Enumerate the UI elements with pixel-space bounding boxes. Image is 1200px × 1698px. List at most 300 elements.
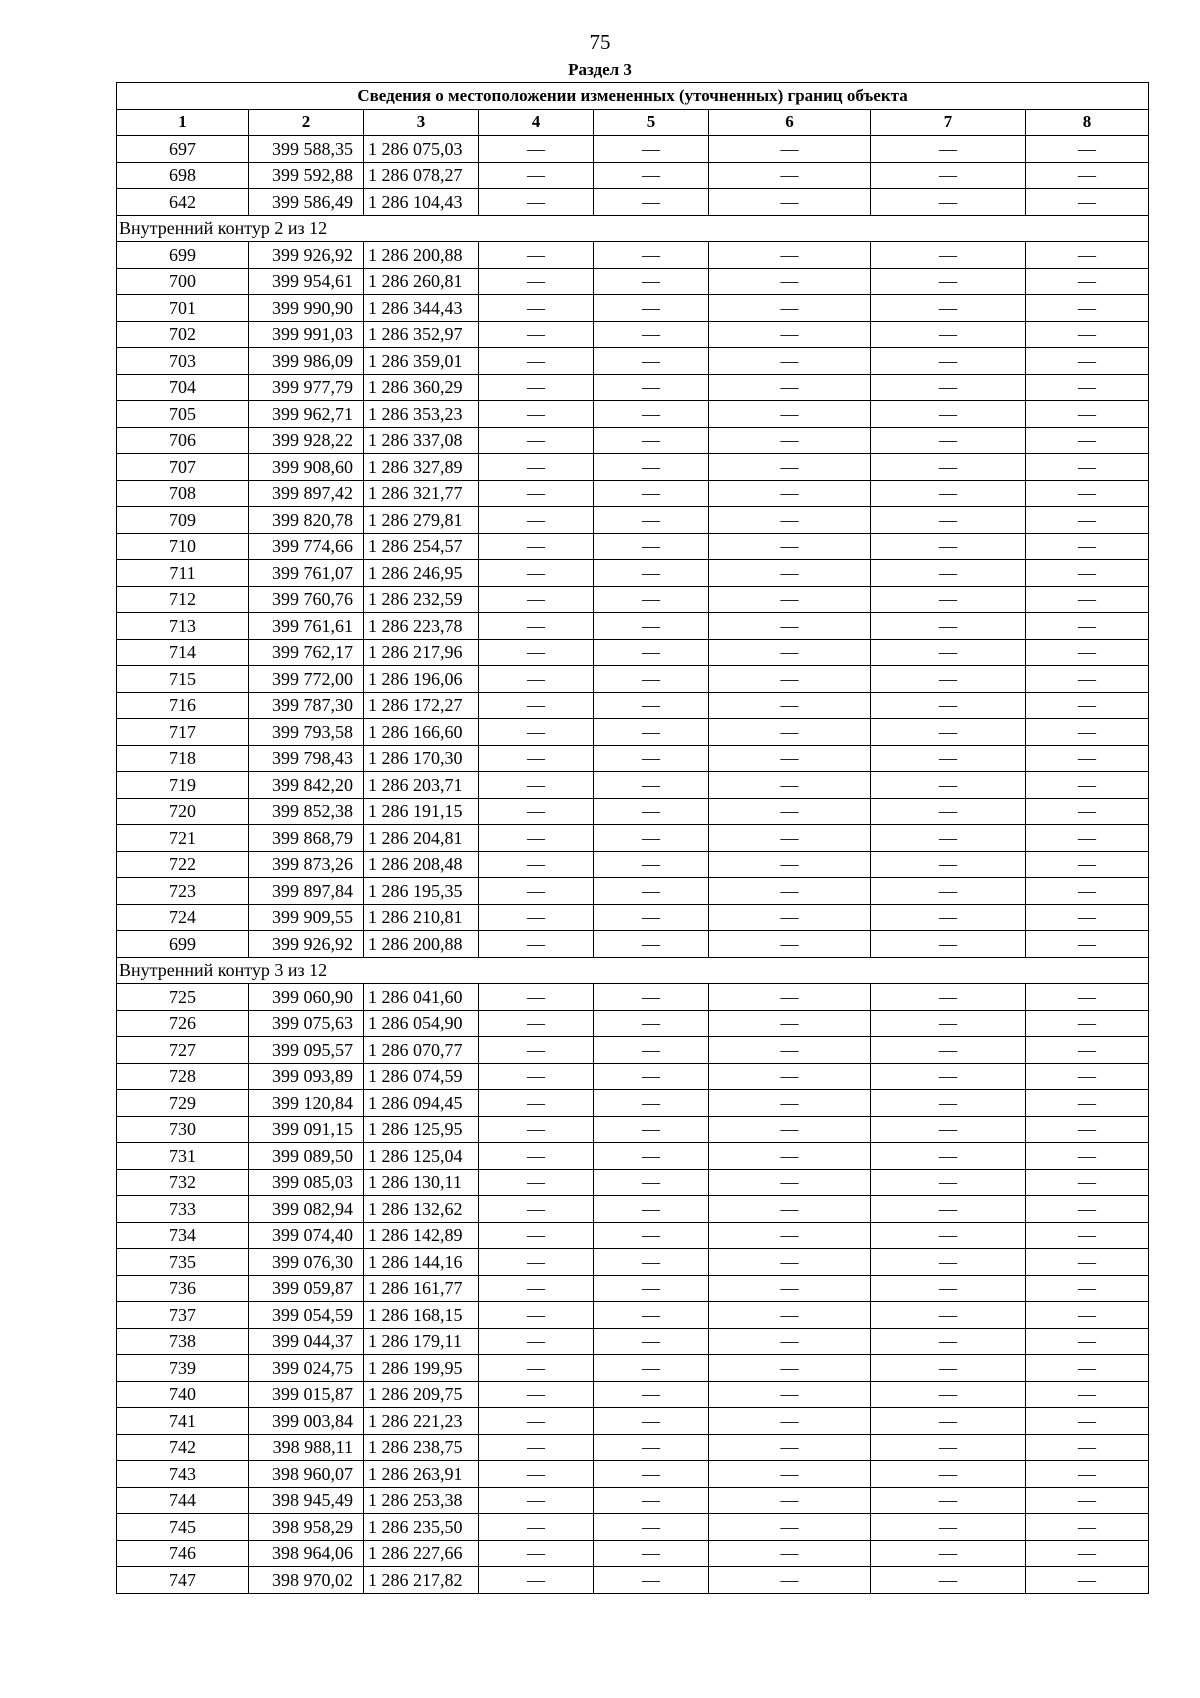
- y-coordinate-cell: 1 286 208,48: [364, 851, 479, 878]
- y-coordinate-cell: 1 286 279,81: [364, 507, 479, 534]
- empty-value-cell: —: [594, 1434, 709, 1461]
- y-coordinate-cell: 1 286 360,29: [364, 374, 479, 401]
- x-coordinate-cell: 399 120,84: [249, 1090, 364, 1117]
- y-coordinate-cell: 1 286 125,04: [364, 1143, 479, 1170]
- empty-value-cell: —: [1026, 1116, 1149, 1143]
- point-number-cell: 705: [117, 401, 249, 428]
- point-number-cell: 723: [117, 878, 249, 905]
- empty-value-cell: —: [871, 1143, 1026, 1170]
- empty-value-cell: —: [594, 268, 709, 295]
- y-coordinate-cell: 1 286 196,06: [364, 666, 479, 693]
- empty-value-cell: —: [594, 242, 709, 269]
- empty-value-cell: —: [1026, 268, 1149, 295]
- empty-value-cell: —: [871, 268, 1026, 295]
- point-number-cell: 719: [117, 772, 249, 799]
- empty-value-cell: —: [871, 533, 1026, 560]
- empty-value-cell: —: [871, 162, 1026, 189]
- point-number-cell: 711: [117, 560, 249, 587]
- empty-value-cell: —: [479, 745, 594, 772]
- table-row: [117, 1302, 1149, 1329]
- y-coordinate-cell: 1 286 054,90: [364, 1010, 479, 1037]
- x-coordinate-cell: 399 954,61: [249, 268, 364, 295]
- y-coordinate-cell: 1 286 221,23: [364, 1408, 479, 1435]
- empty-value-cell: —: [1026, 586, 1149, 613]
- empty-value-cell: —: [479, 533, 594, 560]
- empty-value-cell: —: [594, 560, 709, 587]
- y-coordinate-cell: 1 286 210,81: [364, 904, 479, 931]
- empty-value-cell: —: [479, 401, 594, 428]
- empty-value-cell: —: [709, 401, 871, 428]
- x-coordinate-cell: 399 926,92: [249, 242, 364, 269]
- table-title: Сведения о местоположении измененных (уточненных) границ объекта: [117, 83, 1149, 110]
- empty-value-cell: —: [479, 374, 594, 401]
- empty-value-cell: —: [479, 1249, 594, 1276]
- point-number-cell: 707: [117, 454, 249, 481]
- empty-value-cell: —: [1026, 851, 1149, 878]
- empty-value-cell: —: [1026, 984, 1149, 1011]
- empty-value-cell: —: [709, 295, 871, 322]
- empty-value-cell: —: [479, 639, 594, 666]
- empty-value-cell: —: [594, 745, 709, 772]
- y-coordinate-cell: 1 286 195,35: [364, 878, 479, 905]
- table-row: [117, 904, 1149, 931]
- empty-value-cell: —: [709, 904, 871, 931]
- column-header-1: 1: [117, 109, 249, 136]
- table-row: [117, 1275, 1149, 1302]
- table-row: [117, 454, 1149, 481]
- x-coordinate-cell: 399 852,38: [249, 798, 364, 825]
- empty-value-cell: —: [709, 1514, 871, 1541]
- table-row: [117, 586, 1149, 613]
- empty-value-cell: —: [594, 1381, 709, 1408]
- point-number-cell: 737: [117, 1302, 249, 1329]
- empty-value-cell: —: [594, 984, 709, 1011]
- table-row: [117, 798, 1149, 825]
- y-coordinate-cell: 1 286 227,66: [364, 1540, 479, 1567]
- empty-value-cell: —: [594, 162, 709, 189]
- x-coordinate-cell: 399 044,37: [249, 1328, 364, 1355]
- table-row: [117, 666, 1149, 693]
- empty-value-cell: —: [479, 692, 594, 719]
- empty-value-cell: —: [1026, 136, 1149, 163]
- table-row: [117, 1196, 1149, 1223]
- table-row: [117, 931, 1149, 958]
- empty-value-cell: —: [709, 1355, 871, 1382]
- empty-value-cell: —: [871, 1514, 1026, 1541]
- empty-value-cell: —: [1026, 1461, 1149, 1488]
- empty-value-cell: —: [871, 931, 1026, 958]
- empty-value-cell: —: [709, 480, 871, 507]
- y-coordinate-cell: 1 286 161,77: [364, 1275, 479, 1302]
- table-row: [117, 1434, 1149, 1461]
- x-coordinate-cell: 399 085,03: [249, 1169, 364, 1196]
- table-row: [117, 692, 1149, 719]
- empty-value-cell: —: [709, 1116, 871, 1143]
- empty-value-cell: —: [871, 1567, 1026, 1594]
- x-coordinate-cell: 399 977,79: [249, 374, 364, 401]
- empty-value-cell: —: [709, 613, 871, 640]
- column-header-8: 8: [1026, 109, 1149, 136]
- page-number: 75: [589, 30, 611, 54]
- empty-value-cell: —: [871, 1037, 1026, 1064]
- column-header-5: 5: [594, 109, 709, 136]
- empty-value-cell: —: [594, 348, 709, 375]
- x-coordinate-cell: 399 760,76: [249, 586, 364, 613]
- empty-value-cell: —: [871, 878, 1026, 905]
- empty-value-cell: —: [1026, 745, 1149, 772]
- y-coordinate-cell: 1 286 204,81: [364, 825, 479, 852]
- y-coordinate-cell: 1 286 232,59: [364, 586, 479, 613]
- x-coordinate-cell: 399 761,61: [249, 613, 364, 640]
- empty-value-cell: —: [594, 1037, 709, 1064]
- empty-value-cell: —: [871, 1090, 1026, 1117]
- empty-value-cell: —: [479, 295, 594, 322]
- y-coordinate-cell: 1 286 246,95: [364, 560, 479, 587]
- empty-value-cell: —: [479, 1037, 594, 1064]
- empty-value-cell: —: [709, 1434, 871, 1461]
- point-number-cell: 699: [117, 931, 249, 958]
- point-number-cell: 712: [117, 586, 249, 613]
- point-number-cell: 698: [117, 162, 249, 189]
- table-row: [117, 719, 1149, 746]
- empty-value-cell: —: [594, 1514, 709, 1541]
- empty-value-cell: —: [594, 1063, 709, 1090]
- empty-value-cell: —: [709, 1196, 871, 1223]
- y-coordinate-cell: 1 286 132,62: [364, 1196, 479, 1223]
- contour-row: [117, 215, 1149, 242]
- empty-value-cell: —: [479, 560, 594, 587]
- empty-value-cell: —: [709, 1249, 871, 1276]
- empty-value-cell: —: [479, 719, 594, 746]
- empty-value-cell: —: [479, 507, 594, 534]
- x-coordinate-cell: 399 762,17: [249, 639, 364, 666]
- column-header-2: 2: [249, 109, 364, 136]
- column-header-4: 4: [479, 109, 594, 136]
- empty-value-cell: —: [1026, 401, 1149, 428]
- empty-value-cell: —: [479, 268, 594, 295]
- empty-value-cell: —: [871, 189, 1026, 216]
- empty-value-cell: —: [1026, 1540, 1149, 1567]
- table-row: [117, 1328, 1149, 1355]
- empty-value-cell: —: [1026, 904, 1149, 931]
- empty-value-cell: —: [709, 189, 871, 216]
- empty-value-cell: —: [479, 1010, 594, 1037]
- point-number-cell: 704: [117, 374, 249, 401]
- point-number-cell: 709: [117, 507, 249, 534]
- x-coordinate-cell: 399 909,55: [249, 904, 364, 931]
- empty-value-cell: —: [594, 454, 709, 481]
- x-coordinate-cell: 399 772,00: [249, 666, 364, 693]
- empty-value-cell: —: [1026, 1222, 1149, 1249]
- column-header-6: 6: [709, 109, 871, 136]
- contour-label: Внутренний контур 3 из 12: [117, 957, 1149, 984]
- empty-value-cell: —: [479, 1381, 594, 1408]
- table-row: [117, 480, 1149, 507]
- table-row: [117, 268, 1149, 295]
- empty-value-cell: —: [479, 984, 594, 1011]
- empty-value-cell: —: [479, 666, 594, 693]
- empty-value-cell: —: [871, 1169, 1026, 1196]
- point-number-cell: 746: [117, 1540, 249, 1567]
- point-number-cell: 731: [117, 1143, 249, 1170]
- empty-value-cell: —: [709, 1037, 871, 1064]
- point-number-cell: 740: [117, 1381, 249, 1408]
- table-row: [117, 507, 1149, 534]
- y-coordinate-cell: 1 286 327,89: [364, 454, 479, 481]
- x-coordinate-cell: 399 991,03: [249, 321, 364, 348]
- table-row: [117, 189, 1149, 216]
- point-number-cell: 718: [117, 745, 249, 772]
- y-coordinate-cell: 1 286 104,43: [364, 189, 479, 216]
- empty-value-cell: —: [594, 136, 709, 163]
- x-coordinate-cell: 399 588,35: [249, 136, 364, 163]
- y-coordinate-cell: 1 286 321,77: [364, 480, 479, 507]
- empty-value-cell: —: [479, 1116, 594, 1143]
- x-coordinate-cell: 399 093,89: [249, 1063, 364, 1090]
- x-coordinate-cell: 399 089,50: [249, 1143, 364, 1170]
- empty-value-cell: —: [871, 507, 1026, 534]
- empty-value-cell: —: [479, 851, 594, 878]
- table-row: [117, 533, 1149, 560]
- empty-value-cell: —: [594, 401, 709, 428]
- empty-value-cell: —: [479, 1434, 594, 1461]
- empty-value-cell: —: [709, 242, 871, 269]
- empty-value-cell: —: [871, 613, 1026, 640]
- empty-value-cell: —: [871, 242, 1026, 269]
- empty-value-cell: —: [709, 1222, 871, 1249]
- y-coordinate-cell: 1 286 200,88: [364, 931, 479, 958]
- empty-value-cell: —: [871, 1275, 1026, 1302]
- empty-value-cell: —: [479, 878, 594, 905]
- point-number-cell: 720: [117, 798, 249, 825]
- empty-value-cell: —: [709, 1275, 871, 1302]
- empty-value-cell: —: [479, 1487, 594, 1514]
- empty-value-cell: —: [594, 825, 709, 852]
- y-coordinate-cell: 1 286 235,50: [364, 1514, 479, 1541]
- y-coordinate-cell: 1 286 253,38: [364, 1487, 479, 1514]
- empty-value-cell: —: [594, 1275, 709, 1302]
- x-coordinate-cell: 399 761,07: [249, 560, 364, 587]
- table-row: [117, 1540, 1149, 1567]
- empty-value-cell: —: [594, 639, 709, 666]
- point-number-cell: 700: [117, 268, 249, 295]
- empty-value-cell: —: [709, 1328, 871, 1355]
- empty-value-cell: —: [871, 401, 1026, 428]
- y-coordinate-cell: 1 286 168,15: [364, 1302, 479, 1329]
- empty-value-cell: —: [479, 798, 594, 825]
- empty-value-cell: —: [479, 1090, 594, 1117]
- y-coordinate-cell: 1 286 130,11: [364, 1169, 479, 1196]
- table-row: [117, 1487, 1149, 1514]
- empty-value-cell: —: [479, 1063, 594, 1090]
- table-row: [117, 1010, 1149, 1037]
- empty-value-cell: —: [594, 1487, 709, 1514]
- empty-value-cell: —: [871, 1487, 1026, 1514]
- empty-value-cell: —: [871, 348, 1026, 375]
- empty-value-cell: —: [709, 1302, 871, 1329]
- empty-value-cell: —: [1026, 1328, 1149, 1355]
- empty-value-cell: —: [709, 1010, 871, 1037]
- table-row: [117, 162, 1149, 189]
- point-number-cell: 642: [117, 189, 249, 216]
- empty-value-cell: —: [479, 136, 594, 163]
- section-title: Раздел 3: [568, 60, 632, 79]
- x-coordinate-cell: 399 003,84: [249, 1408, 364, 1435]
- empty-value-cell: —: [709, 586, 871, 613]
- empty-value-cell: —: [479, 1222, 594, 1249]
- empty-value-cell: —: [594, 1567, 709, 1594]
- empty-value-cell: —: [709, 268, 871, 295]
- column-header-3: 3: [364, 109, 479, 136]
- x-coordinate-cell: 399 897,84: [249, 878, 364, 905]
- y-coordinate-cell: 1 286 075,03: [364, 136, 479, 163]
- empty-value-cell: —: [709, 931, 871, 958]
- empty-value-cell: —: [1026, 1514, 1149, 1541]
- empty-value-cell: —: [1026, 427, 1149, 454]
- empty-value-cell: —: [594, 1116, 709, 1143]
- empty-value-cell: —: [1026, 719, 1149, 746]
- empty-value-cell: —: [1026, 1010, 1149, 1037]
- table-row: [117, 1116, 1149, 1143]
- table-row: [117, 1143, 1149, 1170]
- empty-value-cell: —: [1026, 1487, 1149, 1514]
- table-row: [117, 1461, 1149, 1488]
- contour-label: Внутренний контур 2 из 12: [117, 215, 1149, 242]
- x-coordinate-cell: 399 798,43: [249, 745, 364, 772]
- empty-value-cell: —: [871, 798, 1026, 825]
- empty-value-cell: —: [709, 1143, 871, 1170]
- y-coordinate-cell: 1 286 254,57: [364, 533, 479, 560]
- x-coordinate-cell: 399 962,71: [249, 401, 364, 428]
- empty-value-cell: —: [709, 1567, 871, 1594]
- empty-value-cell: —: [1026, 613, 1149, 640]
- empty-value-cell: —: [871, 1249, 1026, 1276]
- y-coordinate-cell: 1 286 238,75: [364, 1434, 479, 1461]
- empty-value-cell: —: [594, 586, 709, 613]
- empty-value-cell: —: [709, 984, 871, 1011]
- empty-value-cell: —: [871, 1434, 1026, 1461]
- empty-value-cell: —: [479, 772, 594, 799]
- empty-value-cell: —: [1026, 1037, 1149, 1064]
- y-coordinate-cell: 1 286 074,59: [364, 1063, 479, 1090]
- empty-value-cell: —: [709, 1090, 871, 1117]
- empty-value-cell: —: [1026, 1408, 1149, 1435]
- point-number-cell: 715: [117, 666, 249, 693]
- empty-value-cell: —: [709, 162, 871, 189]
- empty-value-cell: —: [479, 1355, 594, 1382]
- x-coordinate-cell: 399 082,94: [249, 1196, 364, 1223]
- empty-value-cell: —: [709, 851, 871, 878]
- empty-value-cell: —: [871, 295, 1026, 322]
- empty-value-cell: —: [1026, 507, 1149, 534]
- empty-value-cell: —: [594, 1143, 709, 1170]
- y-coordinate-cell: 1 286 170,30: [364, 745, 479, 772]
- empty-value-cell: —: [479, 931, 594, 958]
- empty-value-cell: —: [479, 480, 594, 507]
- empty-value-cell: —: [1026, 1196, 1149, 1223]
- point-number-cell: 744: [117, 1487, 249, 1514]
- empty-value-cell: —: [1026, 1381, 1149, 1408]
- x-coordinate-cell: 399 873,26: [249, 851, 364, 878]
- point-number-cell: 745: [117, 1514, 249, 1541]
- empty-value-cell: —: [1026, 1143, 1149, 1170]
- contour-row: [117, 957, 1149, 984]
- empty-value-cell: —: [479, 1143, 594, 1170]
- table-row: [117, 295, 1149, 322]
- point-number-cell: 736: [117, 1275, 249, 1302]
- point-number-cell: 729: [117, 1090, 249, 1117]
- y-coordinate-cell: 1 286 359,01: [364, 348, 479, 375]
- table-row: [117, 427, 1149, 454]
- empty-value-cell: —: [871, 1355, 1026, 1382]
- empty-value-cell: —: [479, 1328, 594, 1355]
- x-coordinate-cell: 399 868,79: [249, 825, 364, 852]
- y-coordinate-cell: 1 286 352,97: [364, 321, 479, 348]
- empty-value-cell: —: [871, 374, 1026, 401]
- table-header-row: [117, 109, 1149, 136]
- point-number-cell: 710: [117, 533, 249, 560]
- x-coordinate-cell: 399 074,40: [249, 1222, 364, 1249]
- point-number-cell: 735: [117, 1249, 249, 1276]
- table-row: [117, 745, 1149, 772]
- table-row: [117, 1408, 1149, 1435]
- table-row: [117, 1063, 1149, 1090]
- point-number-cell: 743: [117, 1461, 249, 1488]
- empty-value-cell: —: [709, 666, 871, 693]
- empty-value-cell: —: [871, 984, 1026, 1011]
- empty-value-cell: —: [479, 1302, 594, 1329]
- x-coordinate-cell: 399 774,66: [249, 533, 364, 560]
- empty-value-cell: —: [594, 931, 709, 958]
- empty-value-cell: —: [709, 1381, 871, 1408]
- empty-value-cell: —: [479, 1567, 594, 1594]
- x-coordinate-cell: 399 928,22: [249, 427, 364, 454]
- empty-value-cell: —: [594, 1408, 709, 1435]
- empty-value-cell: —: [871, 1196, 1026, 1223]
- empty-value-cell: —: [709, 639, 871, 666]
- x-coordinate-cell: 398 960,07: [249, 1461, 364, 1488]
- empty-value-cell: —: [871, 825, 1026, 852]
- y-coordinate-cell: 1 286 217,82: [364, 1567, 479, 1594]
- y-coordinate-cell: 1 286 142,89: [364, 1222, 479, 1249]
- empty-value-cell: —: [709, 136, 871, 163]
- empty-value-cell: —: [871, 904, 1026, 931]
- empty-value-cell: —: [871, 427, 1026, 454]
- x-coordinate-cell: 399 842,20: [249, 772, 364, 799]
- empty-value-cell: —: [594, 666, 709, 693]
- empty-value-cell: —: [709, 1408, 871, 1435]
- empty-value-cell: —: [871, 480, 1026, 507]
- empty-value-cell: —: [594, 189, 709, 216]
- empty-value-cell: —: [479, 1408, 594, 1435]
- y-coordinate-cell: 1 286 217,96: [364, 639, 479, 666]
- x-coordinate-cell: 398 964,06: [249, 1540, 364, 1567]
- empty-value-cell: —: [479, 1169, 594, 1196]
- empty-value-cell: —: [1026, 1275, 1149, 1302]
- point-number-cell: 742: [117, 1434, 249, 1461]
- empty-value-cell: —: [594, 321, 709, 348]
- x-coordinate-cell: 399 095,57: [249, 1037, 364, 1064]
- empty-value-cell: —: [709, 507, 871, 534]
- table-row: [117, 1249, 1149, 1276]
- empty-value-cell: —: [871, 639, 1026, 666]
- table-row: [117, 136, 1149, 163]
- empty-value-cell: —: [709, 374, 871, 401]
- empty-value-cell: —: [871, 719, 1026, 746]
- y-coordinate-cell: 1 286 179,11: [364, 1328, 479, 1355]
- point-number-cell: 702: [117, 321, 249, 348]
- empty-value-cell: —: [1026, 931, 1149, 958]
